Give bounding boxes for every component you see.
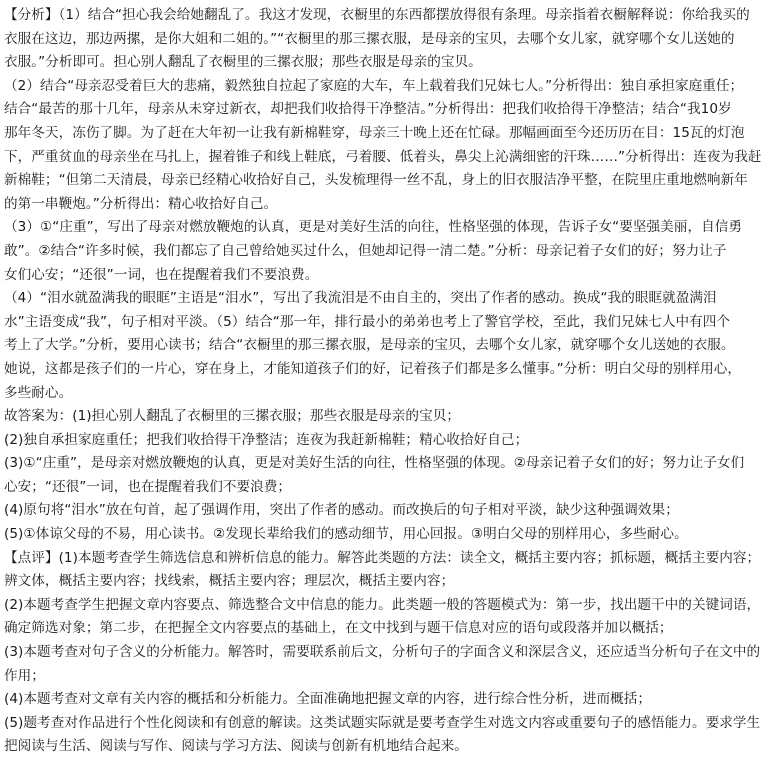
comment-line-4: 确定筛选对象；第二步，在把握全文内容要点的基础上，在文中找到与题干信息对应的语句或段落并加以概括；	[4, 620, 673, 637]
analysis-line-6: 那年冬天，冻伤了脚。为了赶在大年初一让我有新棉鞋穿，母亲三十晚上还在忙碌。那幅画面至今还历历在目：15瓦的灯泡	[4, 124, 745, 141]
comment-line-6: 作用；	[4, 667, 45, 684]
answer-line-1: 故答案为：(1)担心别人翻乱了衣橱里的三摞衣服；那些衣服是母亲的宝贝；	[4, 408, 461, 425]
answer-line-5: (4)原句将“泪水”放在句首，起了强调作用，突出了作者的感动。而改换后的句子相对平淡，缺少这种强调效果；	[4, 502, 679, 519]
comment-line-5: (3)本题考查对句子含义的分析能力。解答时，需要联系前后文，分析句子的字面含义和深层含义，还应适当分析句子在文中的	[4, 644, 761, 661]
comment-line-3: (2)本题考查学生把握文章内容要点、筛选整合文中信息的能力。此类题一般的答题模式为：第一步，找出题干中的关键词语，	[4, 596, 761, 613]
analysis-line-15: 考上了大学。”分析，要用心读书；结合“衣橱里的那三摞衣服，是母亲的宝贝，去哪个女儿家，就穿哪个女儿送她的衣服。	[4, 337, 735, 354]
analysis-line-17: 多些耐心。	[4, 384, 73, 401]
comment-line-8: (5)题考查对作品进行个性化阅读和有创意的解读。这类试题实际就是要考查学生对选文内容或重要句子的感悟能力。要求学生	[4, 714, 761, 731]
analysis-line-16: 她说，这都是孩子们的一片心，穿在身上，才能知道孩子们的好，记着孩子们都是多么懂事。”分析：明白父母的别样用心，	[4, 360, 742, 377]
analysis-line-10: （3）①“庄重”，写出了母亲对燃放鞭炮的认真，更是对美好生活的向往，性格坚强的体现，告诉子女“要坚强美丽，自信勇	[4, 219, 743, 236]
answer-line-6: (5)①体谅父母的不易，用心读书。②发现长辈给我们的感动细节，用心回报。③明白父母的别样用心，多些耐心。	[4, 526, 688, 543]
answer-line-4: 心安；“还很”一词，也在提醒着我们不要浪费；	[4, 478, 292, 495]
analysis-line-14: 水”主语变成“我”，句子相对平淡。（5）结合“那一年，排行最小的弟弟也考上了警官学校，至此，我们兄妹七人中有四个	[4, 313, 731, 330]
answer-line-3: (3)①“庄重”，是母亲对燃放鞭炮的认真，更是对美好生活的向往，性格坚强的体现。②母亲记着子女们的好；努力让子女们	[4, 455, 745, 472]
analysis-line-7: 下，严重贫血的母亲坐在马扎上，握着锥子和线上鞋底，弓着腰、低着头，鼻尖上沁满细密的汗珠……”分析得出：连夜为我赶	[4, 148, 762, 165]
comment-line-9: 把阅读与生活、阅读与写作、阅读与学习方法、阅读与创新有机地结合起来。	[4, 738, 468, 755]
analysis-line-9: 的第一串鞭炮。”分析得出：精心收拾好自己。	[4, 195, 278, 212]
analysis-line-11: 敢”。②结合“许多时候，我们都忘了自己曾给她买过什么，但她却记得一清二楚。”分析：母亲记着子女们的好；努力让子	[4, 242, 727, 259]
analysis-line-12: 女们心安；“还很”一词，也在提醒着我们不要浪费。	[4, 266, 319, 283]
comment-line-7: (4)本题考查对文章有关内容的概括和分析能力。全面准确地把握文章的内容，进行综合性分析，进而概括；	[4, 691, 652, 708]
comment-line-2: 辨文体，概括主要内容；找线索，概括主要内容；理层次，概括主要内容；	[4, 573, 455, 590]
comment-line-1: 【点评】(1)本题考查学生筛选信息和辨析信息的能力。解答此类题的方法：读全文，概括主要内容；抓标题，概括主要内容；	[4, 549, 761, 566]
analysis-line-8: 新棉鞋；“但第二天清晨，母亲已经精心收拾好自己，头发梳理得一丝不乱，身上的旧衣服洁净平整，在院里庄重地燃响新年	[4, 172, 748, 189]
analysis-line-4: （2）结合“母亲忍受着巨大的悲痛，毅然独自拉起了家庭的大车，车上载着我们兄妹七人。”分析得出：独自承担家庭重任；	[4, 77, 744, 94]
answer-line-2: (2)独自承担家庭重任；把我们收拾得干净整洁；连夜为我赶新棉鞋；精心收拾好自己；	[4, 431, 529, 448]
analysis-line-5: 结合“最苦的那十几年，母亲从未穿过新衣，却把我们收拾得干净整洁。”分析得出：把我们收拾得干净整洁；结合“我10岁	[4, 101, 732, 118]
analysis-line-13: （4）“泪水就盈满我的眼眶”主语是“泪水”，写出了我流泪是不由自主的，突出了作者的感动。换成“我的眼眶就盈满泪	[4, 290, 717, 307]
analysis-line-3: 衣服。”分析即可。担心别人翻乱了衣橱里的三摞衣服；那些衣服是母亲的宝贝。	[4, 54, 482, 71]
analysis-line-2: 衣服在这边，那边两摞，是你大姐和二姐的。”“衣橱里的那三摞衣服，是母亲的宝贝，去哪个女儿家，就穿哪个女儿送她的	[4, 30, 735, 47]
analysis-line-1: 【分析】（1）结合“担心我会给她翻乱了。我这才发现，衣橱里的东西都摆放得很有条理。母亲指着衣橱解释说：你给我买的	[4, 7, 750, 23]
